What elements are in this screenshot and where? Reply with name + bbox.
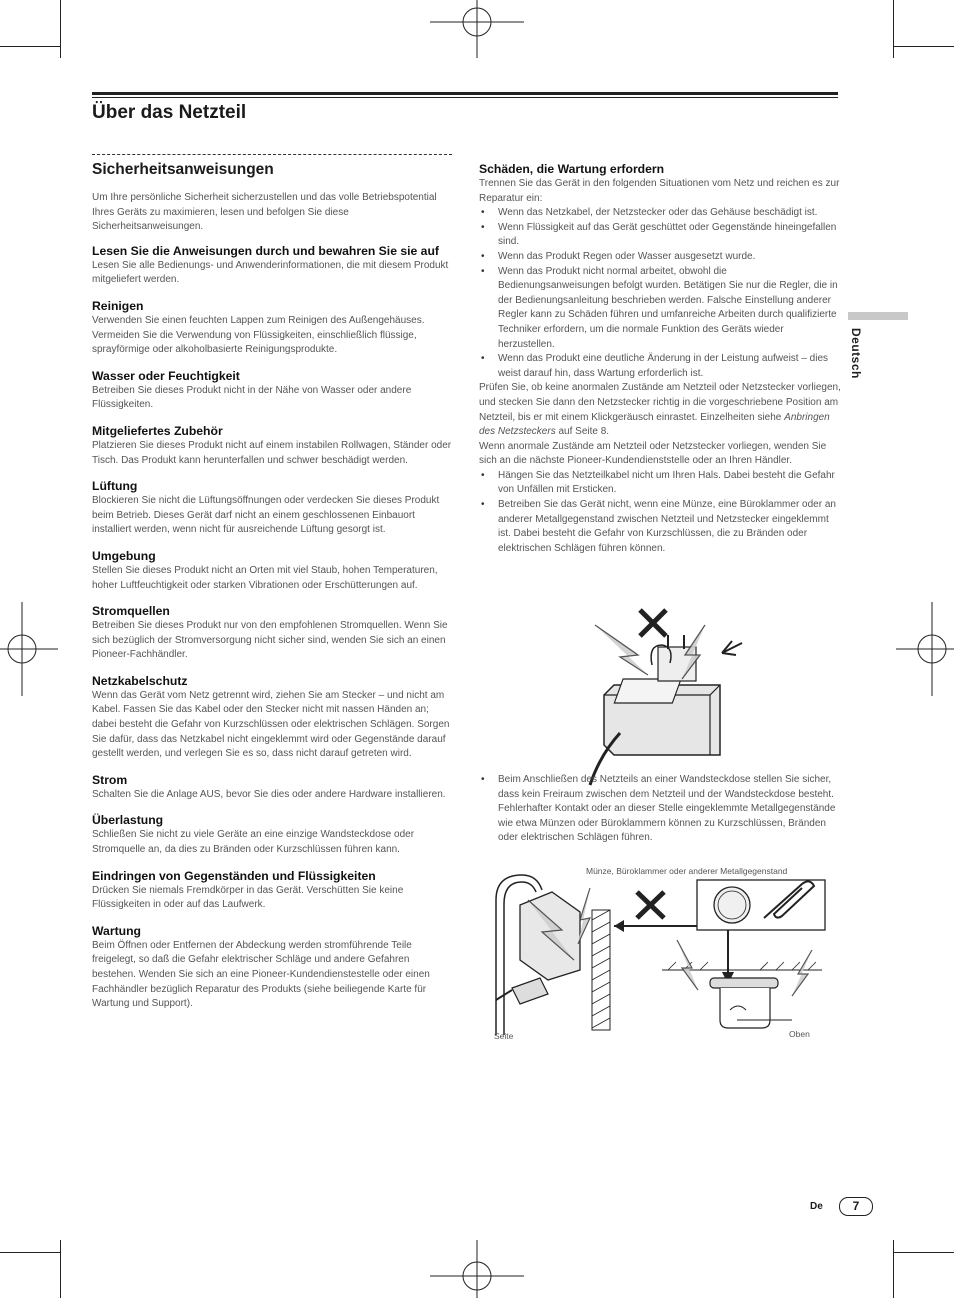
list-item: • Hängen Sie das Netzteilkabel nicht um Ihren Hals. Dabei besteht die Gefahr von Unfällen mit Ersticken.: [479, 469, 841, 498]
section-body: Betreiben Sie dieses Produkt nur von den empfohlenen Stromquellen. Wenn Sie sich bezüglich der Stromversorgung nicht sicher sind, wenden Sie sich an einen Pioneer-Fachhändler.: [92, 620, 448, 661]
outlet-list: [479, 773, 841, 846]
section-heading: Wartung: [92, 923, 141, 938]
list-item: • Wenn das Produkt Regen oder Wasser ausgesetzt wurde.: [479, 250, 841, 265]
list-item: • Wenn das Produkt eine deutliche Änderung in der Leistung aufweist – dies weist darauf hin, dass Wartung erforderlich ist.: [479, 352, 841, 381]
section-overload: [92, 812, 454, 857]
title-rule-thin: [92, 97, 838, 98]
check-text-end: auf Seite 8.: [555, 426, 610, 438]
wall-outlet-illustration: [492, 870, 827, 1035]
top-label: Oben: [789, 1029, 810, 1039]
side-label: Seite: [494, 1031, 514, 1041]
section-body: Verwenden Sie einen feuchten Lappen zum Reinigen des Außengehäuses. Vermeiden Sie die Verwendung von Flüssigkeiten, einschließlich flüssige, sprayförmige oder alkoholbasierte Reinigungsprodukte.: [92, 314, 425, 356]
section-service: [92, 923, 454, 1012]
section-ventilation: [92, 478, 454, 538]
section-body: Schließen Sie nicht zu viele Geräte an eine einzige Wandsteckdose oder Stromquelle an, da dies zu Bränden oder Kurzschlüssen führen kann.: [92, 829, 415, 856]
section-title: Sicherheitsanweisungen: [92, 161, 274, 178]
section-body: Lesen Sie alle Bedienungs- und Anwenderinformationen, die mit diesem Produkt mitgeliefert werden.: [92, 259, 449, 286]
section-body: Beim Öffnen oder Entfernen der Abdeckung werden stromführende Teile freigelegt, so daß die Gefahr elektrischer Schläge und andere Gefahren bestehen. Wenden Sie sich an eine Pioneer-Kundendienstestelle oder einen Fachhändler bezüglich Reparatur des Produkts (siehe beiliegende Karte für Wartung und Support).: [92, 939, 430, 1010]
registration-mark-right: [896, 602, 954, 696]
section-divider: [92, 154, 452, 155]
list-item: • Beim Anschließen des Netzteils an einer Wandsteckdose stellen Sie sicher, dass kein Freiraum zwischen dem Netzteil und der Wandsteckdose besteht. Fehlerhafter Kontakt oder an dieser Stelle eingeklemmte Metallgegenstände wie etwa Münzen oder Büroklammern können zu Kurzschlüssen, Bränden oder elektrischen Schlägen führen.: [479, 773, 841, 846]
section-heading: Lüftung: [92, 479, 138, 494]
page-number: 7: [839, 1197, 873, 1216]
section-body: Wenn das Gerät vom Netz getrennt wird, ziehen Sie am Stecker – und nicht am Kabel. Fassen Sie das Kabel oder den Stecker nicht mit nassen Händen an; dabei besteht die Gefahr von Kurzschlüssen oder elektrischen Schlägen. Sorgen Sie dafür, dass das Netzkabel nicht eingeklemmt wird oder Gegenstände darauf gestellt werden, und verlegen Sie es so, dass nicht darauf getreten wird.: [92, 689, 450, 760]
registration-mark-top: [430, 0, 524, 58]
check-text: Prüfen Sie, ob keine anormalen Zustände am Netzteil oder Netzstecker vorliegen, und stecken Sie dann den Netzstecker richtig in die vorgeschriebene Position am Netzteil, bis er mit einem Klickgeräusch einrastet. Einzelheiten siehe: [479, 382, 841, 423]
cross-reference-link[interactable]: Anbringen des Netzsteckers: [479, 411, 830, 438]
section-heading: Reinigen: [92, 298, 144, 313]
check-paragraph: [479, 381, 841, 439]
damage-list: [479, 206, 841, 381]
list-item: • Wenn Flüssigkeit auf das Gerät geschüttet oder Gegenstände hineingefallen sind.: [479, 221, 841, 250]
section-read-instructions: [92, 243, 454, 288]
section-heading: Umgebung: [92, 548, 156, 563]
page-title: Über das Netzteil: [92, 102, 247, 123]
list-item: • Wenn das Produkt nicht normal arbeitet, obwohl die Bedienungsanweisungen befolgt wurden. Betätigen Sie nur die Regler, die in der Bedienungsanleitung beschrieben werden. Falsche Einstellung anderer Regler kann zu Schäden führen und umfanreiche Arbeiten durch qualifizierte Techniker erfordern, um die normale Funktion des Geräts wieder herzustellen.: [479, 265, 841, 353]
section-body: Drücken Sie niemals Fremdkörper in das Gerät. Verschütten Sie keine Flüssigkeiten in oder auf das Laufwerk.: [92, 884, 404, 911]
warning-list: [479, 469, 841, 557]
section-body: Platzieren Sie dieses Produkt nicht auf einem instabilen Rollwagen, Ständer oder Tisch. Das Produkt kann herunterfallen und schwer beschädigt werden.: [92, 439, 452, 466]
section-heading: Strom: [92, 772, 128, 787]
section-power-sources: [92, 603, 454, 663]
damage-heading: Schäden, die Wartung erfordern: [479, 162, 665, 176]
abnormal-paragraph: Wenn anormale Zustände am Netzteil oder Netzstecker vorliegen, wenden Sie sich an die nächste Pioneer-Kundendienststelle oder an Ihren Händler.: [479, 440, 827, 467]
title-rule: [92, 92, 838, 95]
language-tab-label: Deutsch: [849, 328, 863, 379]
figure-caption: Münze, Büroklammer oder anderer Metallgegenstand: [586, 866, 788, 876]
section-cord-protection: [92, 673, 454, 762]
language-tab-bar: [848, 312, 908, 320]
section-objects-liquids: [92, 868, 454, 913]
section-heading: Eindringen von Gegenständen und Flüssigkeiten: [92, 868, 376, 883]
page-language-code: De: [810, 1201, 823, 1212]
section-heading: Netzkabelschutz: [92, 673, 188, 688]
intro-text: Um Ihre persönliche Sicherheit sicherzustellen und das volle Betriebspotential Ihres Geräts zu maximieren, lesen und befolgen Sie diese Sicherheitsanweisungen.: [92, 192, 437, 233]
section-cleaning: [92, 298, 454, 358]
section-environment: [92, 548, 454, 593]
list-item: • Wenn das Netzkabel, der Netzstecker oder das Gehäuse beschädigt ist.: [479, 206, 841, 221]
section-heading: Stromquellen: [92, 604, 170, 619]
damage-intro: Trennen Sie das Gerät in den folgenden Situationen vom Netz und reichen es zur Reparatur ein:: [479, 178, 840, 204]
left-column: [92, 191, 454, 1022]
section-heading: Wasser oder Feuchtigkeit: [92, 368, 240, 383]
adapter-warning-illustration: [590, 605, 750, 765]
list-item: • Betreiben Sie das Gerät nicht, wenn eine Münze, eine Büroklammer oder an anderer Metallgegenstand zwischen Netzteil und Netzstecker eingeklemmt ist. Dabei besteht die Gefahr von Kurzschlüssen, die zu Bränden oder elektrischen Schlägen führen können.: [479, 498, 841, 556]
section-body: Stellen Sie dieses Produkt nicht an Orten mit viel Staub, hohen Temperaturen, hoher Luftfeuchtigkeit oder starken Vibrationen oder Erschütterungen auf.: [92, 564, 438, 591]
registration-mark-left: [0, 602, 58, 696]
right-column: [479, 162, 841, 556]
section-body: Blockieren Sie nicht die Lüftungsöffnungen oder verdecken Sie dieses Produkt beim Betrieb. Dieses Gerät darf nicht an einem geschlossenen Einbauort installiert werden, wenn nicht für ausreichende Lüftung gesorgt ist.: [92, 495, 440, 536]
section-heading: Lesen Sie die Anweisungen durch und bewahren Sie sie auf: [92, 243, 439, 258]
section-heading: Überlastung: [92, 813, 164, 828]
registration-mark-bottom: [430, 1240, 524, 1298]
section-heading: Mitgeliefertes Zubehör: [92, 423, 223, 438]
section-water: [92, 368, 454, 413]
section-accessories: [92, 423, 454, 468]
section-body: Betreiben Sie dieses Produkt nicht in der Nähe von Wasser oder andere Flüssigkeiten.: [92, 384, 412, 411]
section-body: Schalten Sie die Anlage AUS, bevor Sie dies oder andere Hardware installieren.: [92, 788, 446, 800]
wall-outlet-note: [479, 773, 841, 846]
section-power: [92, 772, 454, 803]
